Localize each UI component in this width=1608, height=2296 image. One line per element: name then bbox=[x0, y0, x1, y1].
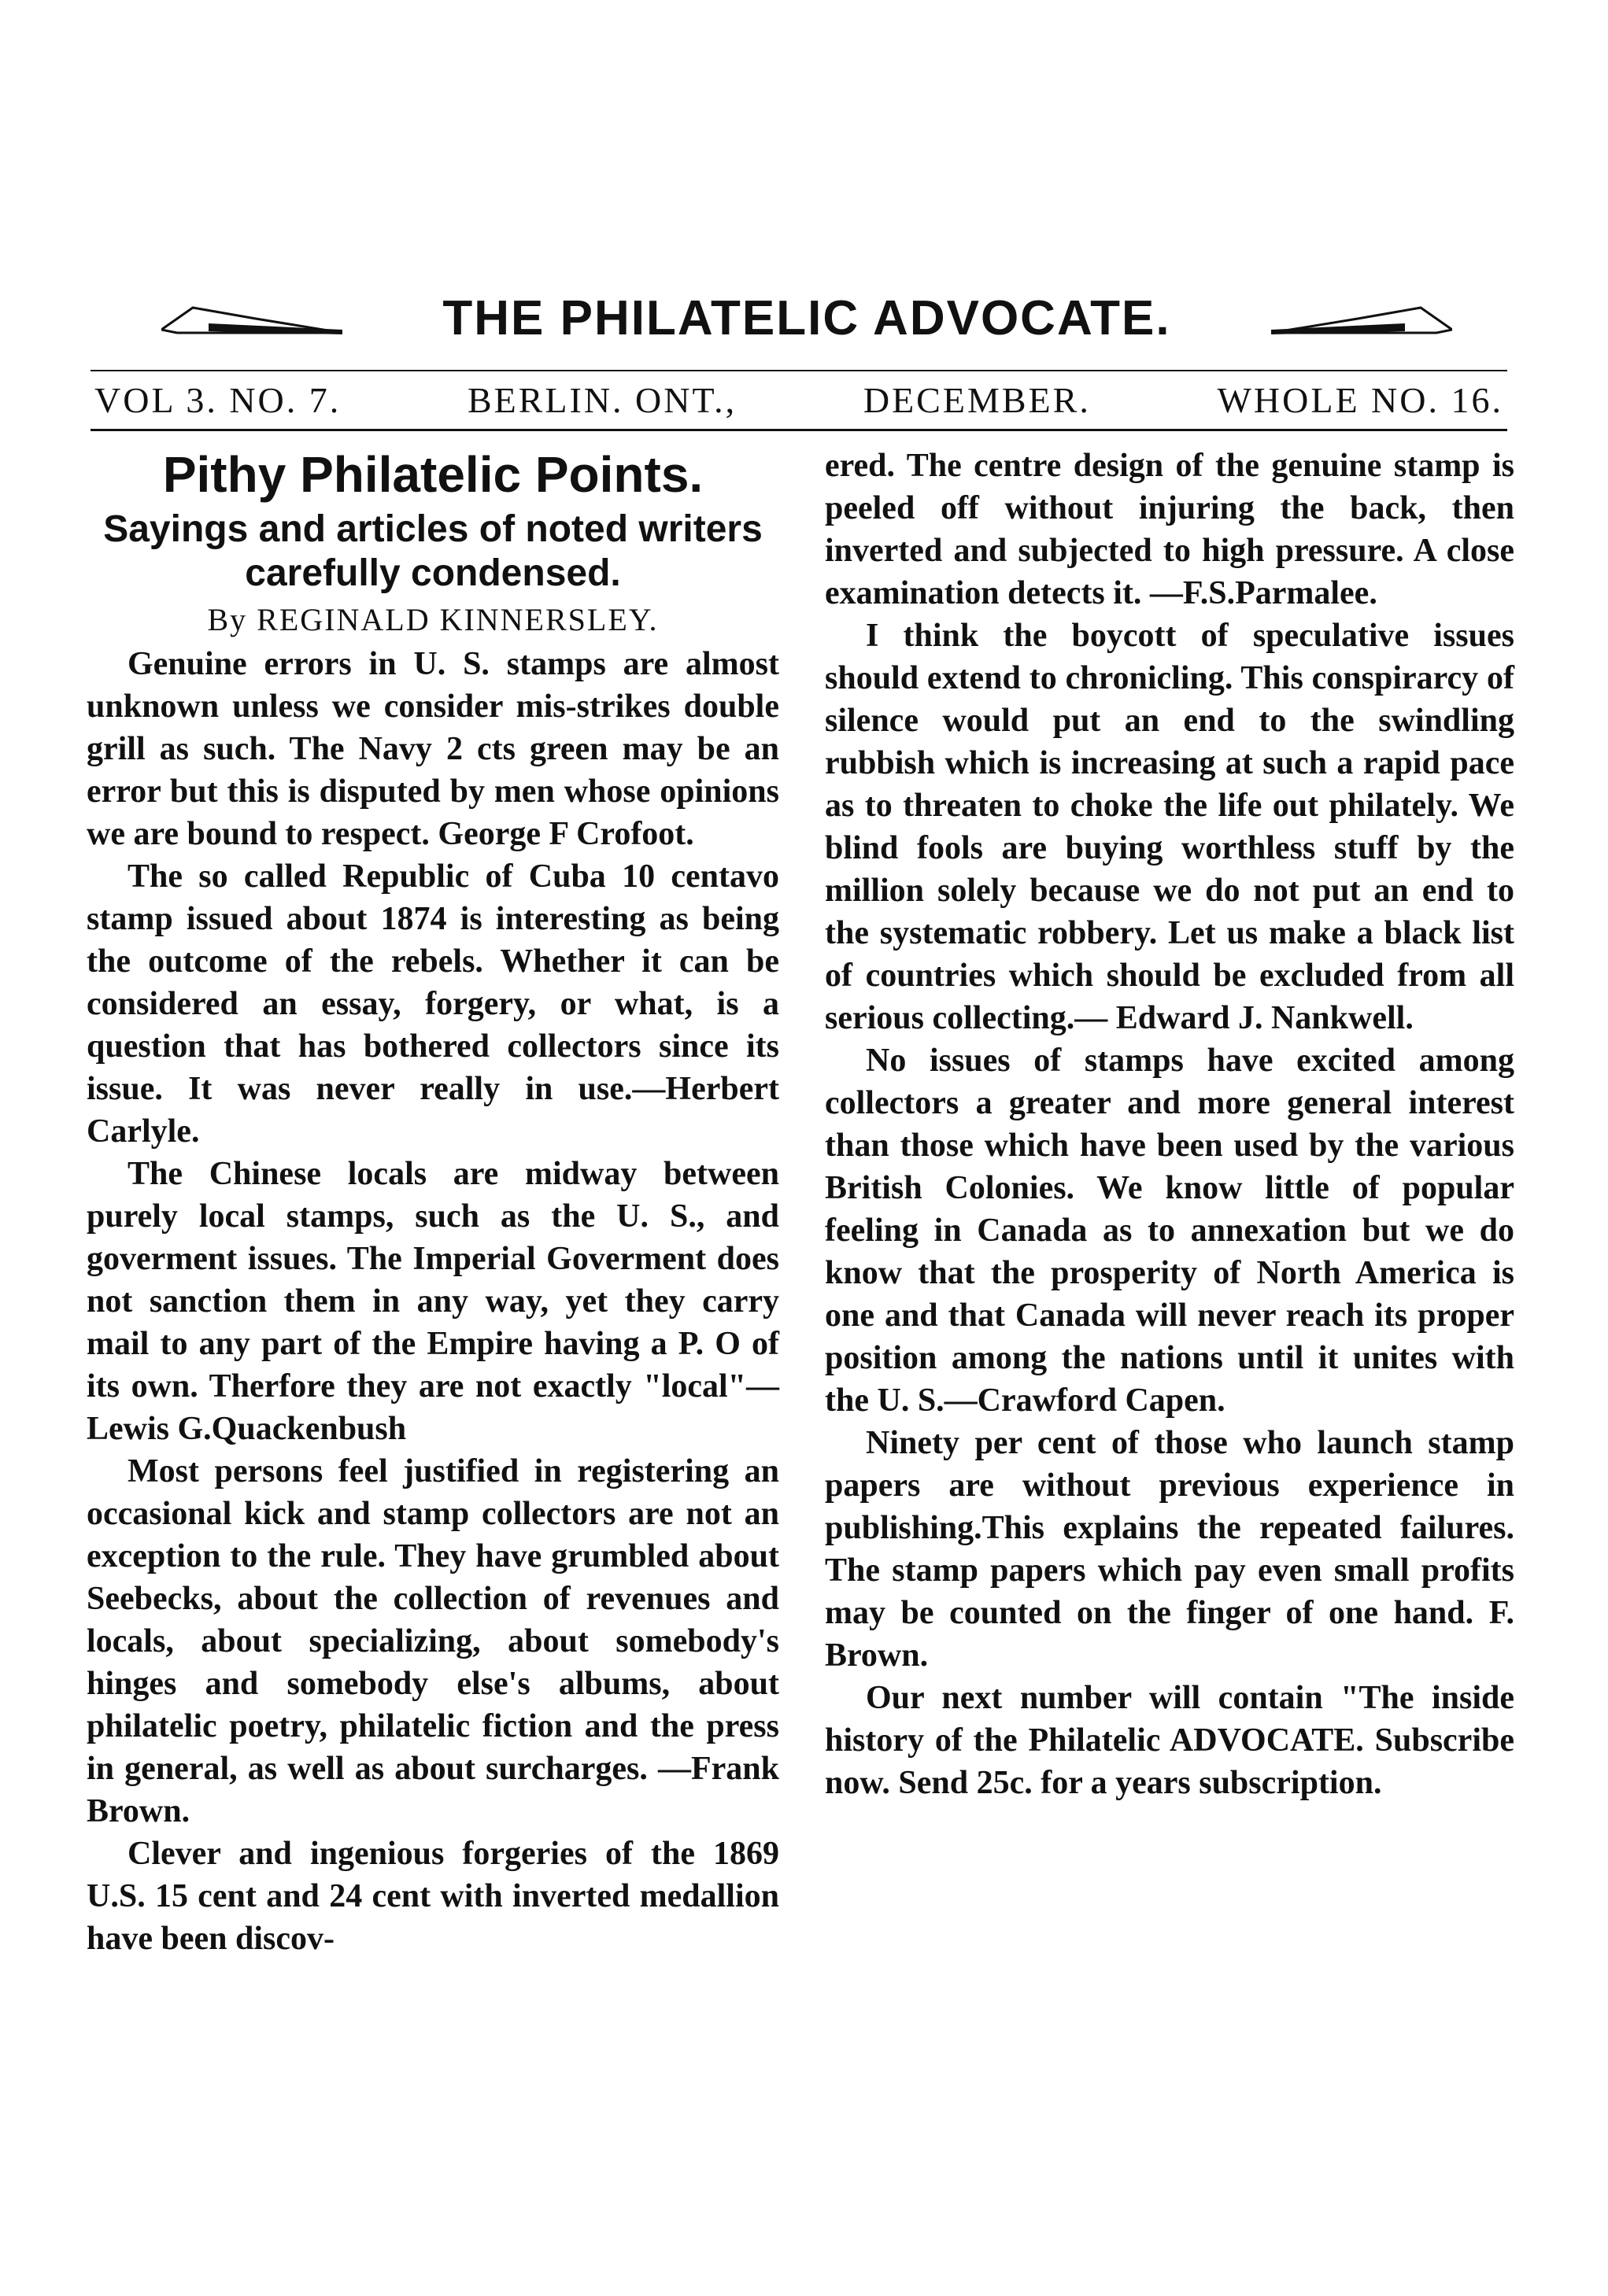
issue-month: DECEMBER. bbox=[863, 379, 1091, 420]
publication-place: BERLIN. ONT., bbox=[467, 379, 737, 420]
paragraph: ered. The centre design of the genuine stamp is peeled off without injuring the back, then inverted and subjected to high pressure. A close examination detects it. —F.S.Parmalee. bbox=[825, 448, 1514, 611]
right-column bbox=[825, 445, 1514, 1804]
left-column bbox=[87, 445, 779, 1960]
paragraph: Genuine errors in U. S. stamps are almost unknown unless we consider mis-strikes double grill as such. The Navy 2 cts green may be an error but this is disputed by men whose opinions we are bound to respect. George F Crofoot. bbox=[87, 646, 779, 852]
paragraph: I think the boycott of speculative issues should extend to chronicling. This conspirarcy of silence would put an end to the swindling rubbish which is increasing at such a rapid pace as to threaten to choke the life out philately. We blind fools are buying worthless stuff by the million solely because we do not put an end to the systematic robbery. Let us make a black list of countries which should be excluded from all serious collecting.— Edward J. Nankwell. bbox=[825, 618, 1514, 1036]
paragraph: Our next number will contain "The inside history of the Philatelic ADVOCATE. Subscribe now. Send 25c. for a years subscription. bbox=[825, 1680, 1514, 1801]
publication-title: THE PHILATELIC ADVOCATE. bbox=[442, 291, 1171, 345]
volume-number: VOL 3. NO. 7. bbox=[94, 379, 342, 420]
paragraph: The so called Republic of Cuba 10 centavo stamp issued about 1874 is interesting as being the outcome of the rebels. Whether it can be considered an essay, forgery, or what, is a question that has bothered collectors since its issue. It was never really in use.—Herbert Carlyle. bbox=[87, 858, 779, 1150]
masthead bbox=[161, 287, 1452, 350]
paragraph: Most persons feel justified in registering an occasional kick and stamp collectors are not an exception to the rule. They have grumbled about Seebecks, about the collection of revenues and locals, about specializing, about somebody's hinges and somebody else's albums, about philatelic poetry, philatelic fiction and the press in general, as well as about surcharges. —Frank Brown. bbox=[87, 1453, 779, 1829]
paragraph: The Chinese locals are midway between purely local stamps, such as the U. S., and goverment issues. The Imperial Goverment does not sanction them in any way, yet they carry mail to any part of the Empire having a P. O of its own. Therfore they are not exactly "local"—Lewis G.Quackenbush bbox=[87, 1156, 779, 1447]
article-subhead: Sayings and articles of noted writers carefully condensed. bbox=[103, 508, 763, 594]
paragraph: Ninety per cent of those who launch stamp papers are without previous experience in publishing.This explains the repeated failures. The stamp papers which pay even small profits may be counted on the finger of one hand. F. Brown. bbox=[825, 1425, 1514, 1674]
paragraph: No issues of stamps have excited among collectors a greater and more general interest than those which have been used by the various British Colonies. We know little of popular feeling in Canada as to annexation but we do know that the prosperity of North America is one and that Canada will never reach its proper position among the nations until it unites with the U. S.—Crawford Capen. bbox=[825, 1043, 1514, 1419]
top-rule bbox=[91, 370, 1507, 371]
article-byline: By REGINALD KINNERSLEY. bbox=[207, 602, 659, 637]
arrow-ornament-right-icon bbox=[1271, 292, 1452, 339]
dateline bbox=[94, 376, 1503, 423]
whole-number: WHOLE NO. 16. bbox=[1217, 379, 1503, 420]
bottom-rule bbox=[91, 429, 1507, 431]
paragraph: Clever and ingenious forgeries of the 1869 U.S. 15 cent and 24 cent with inverted medallion have been discov- bbox=[87, 1836, 779, 1957]
article-headline: Pithy Philatelic Points. bbox=[162, 446, 704, 503]
